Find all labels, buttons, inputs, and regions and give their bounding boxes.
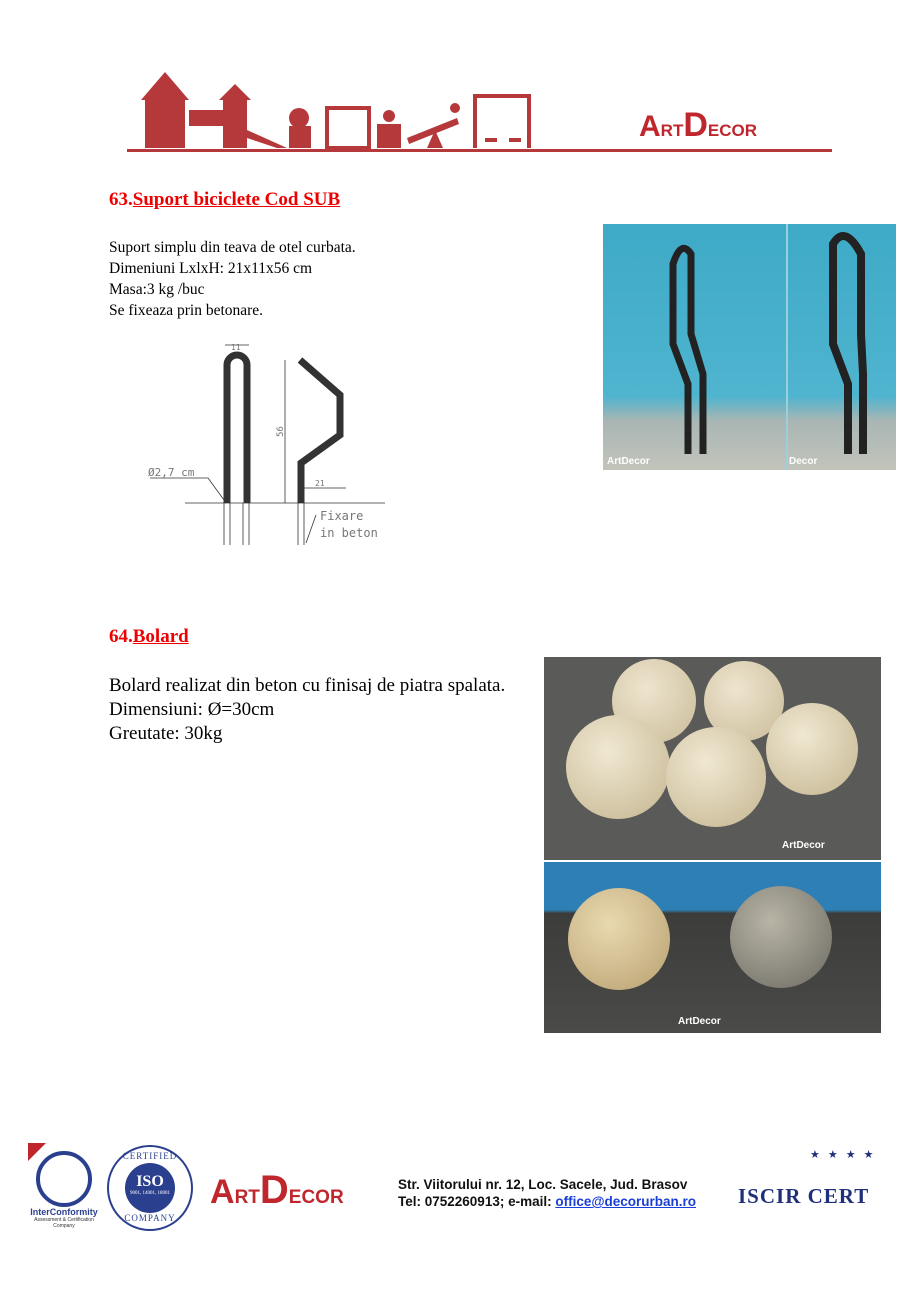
artdecor-logo: ARTDECOR: [639, 106, 758, 144]
artdecor-footer-logo: ARTDECOR: [210, 1168, 344, 1212]
desc-line: Masa:3 kg /buc: [109, 281, 205, 298]
header-banner: [127, 68, 832, 156]
section-64-description: [109, 674, 529, 746]
fixing-label: in beton: [320, 526, 378, 540]
stars-icon: ★★★★: [810, 1149, 882, 1161]
desc-line: Dimensiuni: Ø=30cm: [109, 699, 275, 720]
bike-rack-drawing: [130, 340, 390, 550]
address-line: Str. Viitorului nr. 12, Loc. Sacele, Jud. Brasov: [398, 1177, 688, 1192]
section-64-title: 64.Bolard: [109, 626, 189, 647]
desc-line: Suport simplu din teava de otel curbata.: [109, 239, 356, 256]
header-rule: [127, 149, 832, 152]
iso-certified-badge: CERTIFIED ISO 9001, 14001, 18001 COMPANY: [107, 1145, 193, 1231]
diameter-label: Ø2,7 cm: [148, 466, 195, 479]
playground-silhouette-icon: [127, 68, 547, 156]
iscir-cert-logo: ★★★★ ISCIR CERT: [738, 1149, 882, 1208]
bike-rack-photo: ArtDecor Decor: [603, 224, 896, 470]
bolard-photo-top: ArtDecor: [544, 657, 881, 860]
width-dimension: 11: [231, 343, 241, 352]
desc-line: Se fixeaza prin betonare.: [109, 302, 264, 319]
company-address: [398, 1176, 696, 1210]
bolard-photo-bottom: ArtDecor: [544, 862, 881, 1033]
interconformity-logo: InterConformity Assessment & Certification Company: [28, 1143, 100, 1233]
desc-line: Bolard realizat din beton cu finisaj de piatra spalata.: [109, 675, 506, 696]
section-63-description: [109, 237, 356, 321]
fixing-label: Fixare: [320, 509, 364, 523]
height-dimension: 56: [276, 426, 286, 437]
desc-line: Dimeniuni LxlxH: 21x11x56 cm: [109, 260, 313, 277]
depth-dimension: 21: [315, 479, 325, 488]
section-63-title: 63.Suport biciclete Cod SUB: [109, 189, 341, 210]
email-link[interactable]: office@decorurban.ro: [555, 1194, 697, 1209]
phone-line: Tel: 0752260913; e-mail:: [398, 1194, 556, 1209]
desc-line: Greutate: 30kg: [109, 723, 223, 744]
